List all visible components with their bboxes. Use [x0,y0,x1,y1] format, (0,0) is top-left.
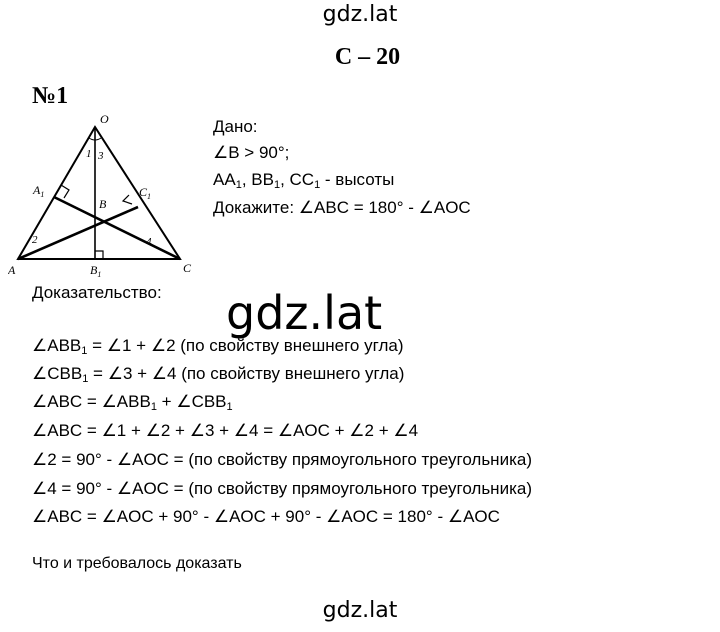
label-c1: $C_1$ [139,185,152,201]
proof-line-7: ∠ABC = ∠AOC + 90° - ∠AOC + 90° - ∠AOC = 180° - ∠AOC [32,507,500,526]
label-b: B [99,197,107,211]
segment-aa1 [18,207,138,259]
label-a: A [8,263,16,277]
given-title: Дано: [213,117,258,136]
given-condition-angle: ∠B > 90°; [213,143,290,162]
angle-label-3: 3 [98,150,104,162]
label-b1: $B_1$ [90,263,102,279]
proof-line-1: $\angle ABB_1$ = ∠1 + ∠2 (по свойству внешнего угла) [32,336,404,357]
proof-line-5: ∠2 = 90° - ∠AOC = (по свойству прямоугольного треугольника) [32,450,532,469]
given-condition-altitudes: $AA_1$, $BB_1$, $CC_1$ - высоты [213,170,395,191]
problem-number: №1 [32,83,69,109]
angle-label-1: 1 [86,148,92,160]
triangle-figure [8,112,198,284]
proof-conclusion: Что и требовалось доказать [32,555,242,572]
watermark-top: gdz.lat [322,2,398,27]
proof-line-3: ∠ABC = $\angle ABB_1$ + $\angle CBB_1$ [32,392,233,413]
section-title: С – 20 [334,44,401,70]
watermark-bottom: gdz.lat [322,598,398,623]
proof-line-6: ∠4 = 90° - ∠AOC = (по свойству прямоугольного треугольника) [32,479,532,498]
angle-label-4: 4 [146,236,152,248]
right-angle-a1 [61,185,69,198]
label-o: O [100,112,109,126]
angle-label-2: 2 [32,234,38,246]
proof-line-4: ∠ABC = ∠1 + ∠2 + ∠3 + ∠4 = ∠AOC + ∠2 + ∠4 [32,421,419,440]
proof-title: Доказательство: [32,283,162,302]
watermark-middle: gdz.lat [226,286,383,340]
given-prove-statement: Докажите: ∠ABC = 180° - ∠AOC [213,198,471,217]
label-a1: $A_1$ [33,183,45,199]
right-angle-b1 [95,251,103,259]
label-c: C [183,261,192,275]
proof-line-2: $\angle CBB_1$ = ∠3 + ∠4 (по свойству внешнего угла) [32,364,405,385]
right-angle-c1 [123,195,132,204]
